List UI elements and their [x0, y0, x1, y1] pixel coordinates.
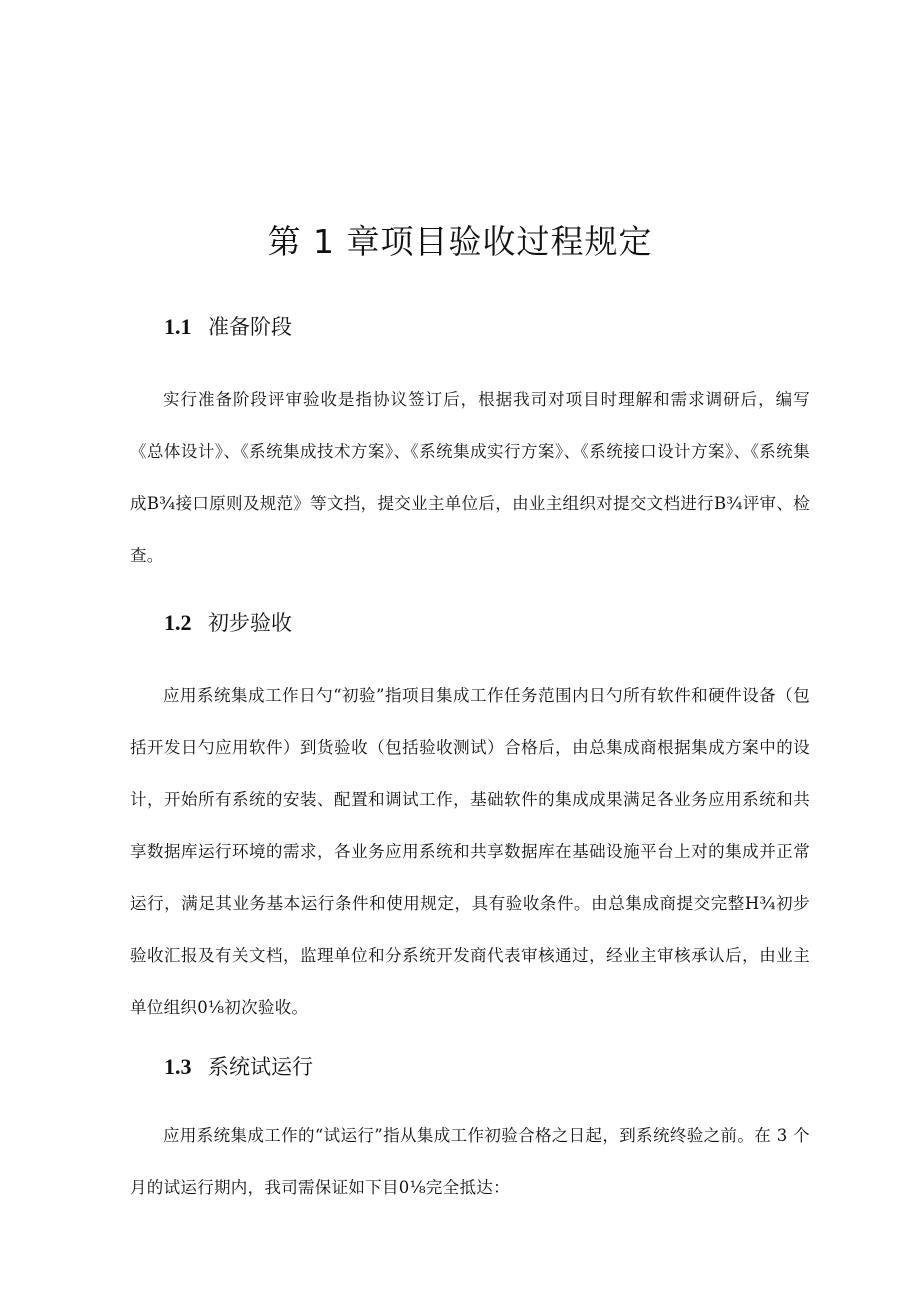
section-title: 系统试运行 — [208, 1055, 313, 1079]
section-preparation — [130, 310, 810, 582]
section-number: 1.3 — [164, 1054, 192, 1079]
section-trial-run — [130, 1050, 810, 1214]
chapter-title: 第 1 章项目验收过程规定 — [267, 222, 653, 261]
section-heading — [130, 606, 810, 640]
section-title: 准备阶段 — [208, 315, 292, 339]
section-heading — [130, 310, 810, 344]
section-heading — [130, 1050, 810, 1084]
section-paragraph: 应用系统集成工作日勺“初验”指项目集成工作任务范围内日勺所有软件和硬件设备（包括开发日勺应用软件）到货验收（包括验收测试）合格后，由总集成商根据集成方案中的设计，开始所有系统的安装、配置和调试工作，基础软件的集成成果满足各业务应用系统和共享数据库运行环境的需求，各业务应用系统和共享数据库在基础设施平台上对的集成并正常运行，满足其业务基本运行条件和使用规定，具有验收条件。由总集成商提交完整H¾初步验收汇报及有关文档，监理单位和分系统开发商代表审核通过，经业主审核承认后，由业主单位组织0⅛初次验收。 — [130, 686, 810, 1017]
section-paragraph: 应用系统集成工作的“试运行”指从集成工作初验合格之日起，到系统终验之前。在 3 个月的试运行期内，我司需保证如下目0⅛完全抵达： — [130, 1126, 810, 1197]
section-preliminary-acceptance — [130, 606, 810, 1034]
section-paragraph: 实行准备阶段评审验收是指协议签订后，根据我司对项目时理解和需求调研后，编写《总体设计》、《系统集成技术方案》、《系统集成实行方案》、《系统接口设计方案》、《系统集成B¾接口原则及规范》等文挡，提交业主单位后，由业主组织对提交文档进行B¾评审、检查。 — [130, 390, 810, 565]
section-number: 1.2 — [164, 610, 192, 635]
section-number: 1.1 — [164, 314, 192, 339]
section-title: 初步验收 — [208, 611, 292, 635]
